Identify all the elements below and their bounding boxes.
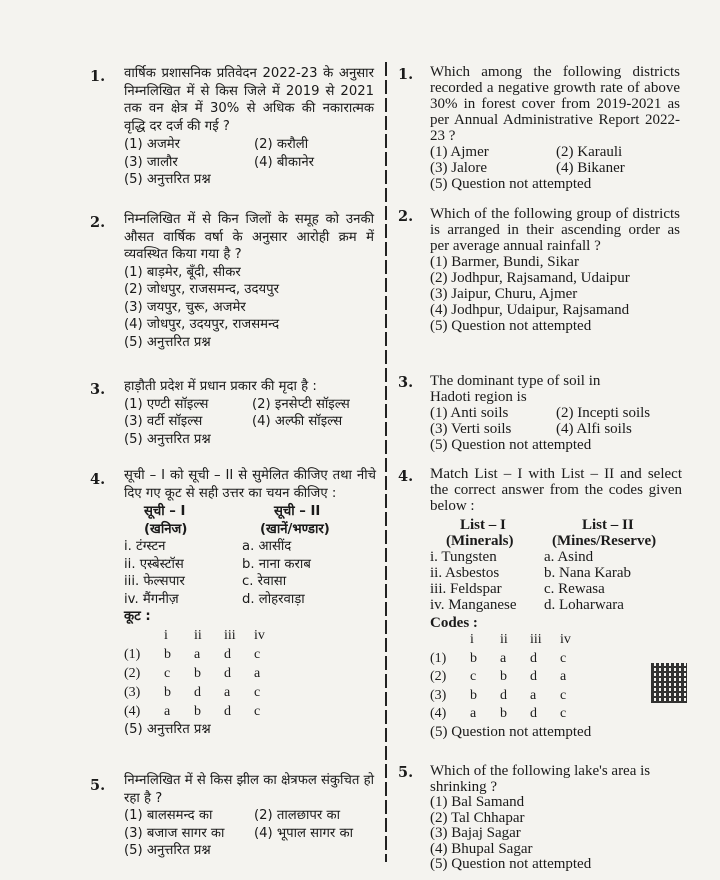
- list1-title-hi: सूची – I: [144, 504, 186, 519]
- question-stem-hi: हाड़ौती प्रदेश में प्रधान प्रकार की मृदा है :: [124, 379, 317, 394]
- question-number-en: 2.: [398, 208, 414, 225]
- option-3-hi[interactable]: (3) जालौर: [124, 154, 178, 170]
- question-stem-en: The dominant type of soil in Hadoti region is: [430, 373, 601, 405]
- list2-item-hi: b. नाना कराब: [242, 556, 311, 572]
- option-1-hi[interactable]: (1): [124, 646, 141, 662]
- list1-item-hi: iv. मैंगनीज़: [124, 591, 179, 607]
- code-cell: d: [500, 687, 507, 703]
- codes-header: iv: [254, 627, 265, 643]
- codes-header: ii: [500, 632, 508, 647]
- option-2-en[interactable]: (2) Tal Chhapar: [430, 809, 525, 826]
- code-cell: c: [254, 646, 261, 662]
- option-2-en[interactable]: (2): [430, 669, 447, 684]
- list2-item-hi: c. रेवासा: [242, 574, 287, 589]
- code-cell: d: [224, 646, 231, 662]
- option-1-hi[interactable]: (1) एण्टी सॉइल्स: [124, 396, 209, 412]
- codes-table-hi: [124, 626, 376, 721]
- list2-item-en: a. Asind: [544, 549, 594, 565]
- question-stem-hi: निम्नलिखित में से किन जिलों के समूह को उनकी औसत वार्षिक वर्षा के अनुसार आरोही क्रम में व्यवस्थित किया गया है ?: [124, 212, 374, 262]
- option-4-hi[interactable]: (4) अल्फी सॉइल्स: [252, 414, 343, 429]
- code-cell: b: [194, 703, 201, 719]
- option-5-en[interactable]: (5) Question not attempted: [430, 856, 592, 872]
- option-4-en[interactable]: (4) Bikaner: [556, 160, 625, 176]
- column-divider: [385, 62, 387, 862]
- list1-subtitle-hi: (खनिज): [144, 521, 188, 537]
- code-cell: d: [530, 669, 537, 684]
- option-3-hi[interactable]: (3): [124, 684, 141, 700]
- codes-header: i: [164, 627, 168, 643]
- list2-title-hi: सूची – II: [274, 504, 321, 519]
- question-en: [430, 764, 686, 873]
- code-cell: a: [530, 687, 537, 703]
- question-stem-hi: निम्नलिखित में से किस झील का क्षेत्रफल संकुचित हो रहा है ?: [124, 773, 374, 806]
- question-stem-hi: सूची – I को सूची – II से सुमेलित कीजिए तथा नीचे दिए गए कूट से सही उत्तर का चयन कीजिए :: [124, 468, 376, 501]
- list1-subtitle-en: (Minerals): [446, 533, 514, 549]
- option-5-hi[interactable]: (5) अनुत्तरित प्रश्न: [124, 431, 211, 447]
- question-number-en: 3.: [398, 374, 414, 391]
- option-1-hi[interactable]: (1) बालसमन्द का: [124, 808, 213, 823]
- code-cell: c: [470, 669, 477, 684]
- code-cell: b: [500, 669, 507, 684]
- list2-item-en: b. Nana Karab: [544, 565, 632, 581]
- codes-table-en: [430, 631, 682, 724]
- option-1-en[interactable]: (1) Ajmer: [430, 144, 489, 160]
- code-cell: c: [560, 706, 567, 721]
- question-en: [430, 64, 680, 192]
- code-cell: d: [224, 665, 231, 681]
- option-5-hi[interactable]: (5) अनुत्तरित प्रश्न: [124, 721, 211, 737]
- question-number-en: 5.: [398, 764, 414, 781]
- code-cell: a: [470, 706, 477, 721]
- code-cell: a: [164, 703, 171, 719]
- option-2-en[interactable]: (2) Karauli: [556, 144, 623, 160]
- question-hi: [124, 467, 376, 738]
- option-4-en[interactable]: (4): [430, 706, 447, 721]
- code-cell: a: [500, 650, 507, 666]
- code-cell: b: [500, 706, 507, 721]
- list1-item-hi: iii. फेल्सपार: [124, 574, 185, 589]
- question-stem-en: Which among the following districts recorded a negative growth rate of above 30% in forest cover from 2019-2021 as per Annual Administrative Report 2022-23 ?: [430, 64, 680, 144]
- question-hi: [124, 65, 374, 189]
- option-4-en[interactable]: (4) Bhupal Sagar: [430, 840, 533, 857]
- option-2-hi[interactable]: (2) करौली: [254, 137, 309, 152]
- code-cell: c: [560, 687, 567, 703]
- question-hi: [124, 378, 374, 448]
- list1-item-en: ii. Asbestos: [430, 565, 500, 581]
- option-2-en[interactable]: (2) Jodhpur, Rajsamand, Udaipur: [430, 270, 630, 286]
- code-cell: a: [194, 646, 201, 662]
- code-cell: b: [164, 646, 171, 662]
- list1-item-hi: ii. एस्बेस्टॉस: [124, 556, 184, 572]
- option-3-hi[interactable]: (3) जयपुर, चुरू, अजमेर: [124, 299, 246, 315]
- option-3-hi[interactable]: (3) बजाज सागर का: [124, 825, 225, 841]
- code-cell: d: [194, 684, 201, 700]
- code-cell: d: [530, 650, 537, 666]
- question-number-en: 1.: [398, 66, 414, 83]
- option-5-en[interactable]: (5) Question not attempted: [430, 176, 592, 192]
- question-en: [430, 466, 682, 740]
- question-hi: [124, 772, 374, 860]
- list2-subtitle-hi: (खानें/भण्डार): [260, 521, 330, 537]
- code-cell: a: [560, 669, 567, 684]
- code-cell: c: [560, 650, 567, 666]
- question-number-hi: 2.: [90, 214, 106, 231]
- option-3-en[interactable]: (3): [430, 687, 447, 703]
- option-2-hi[interactable]: (2) तालछापर का: [254, 808, 341, 823]
- code-cell: c: [164, 665, 171, 681]
- option-5-en[interactable]: (5) Question not attempted: [430, 318, 592, 334]
- list2-item-hi: a. आसींद: [242, 539, 292, 554]
- option-2-hi[interactable]: (2): [124, 665, 141, 681]
- codes-header: iii: [530, 632, 542, 647]
- list2-item-en: d. Loharwara: [544, 597, 624, 613]
- list1-item-en: iv. Manganese: [430, 597, 517, 613]
- option-1-hi[interactable]: (1) बाड़मेर, बूँदी, सीकर: [124, 264, 241, 280]
- barcode-image: [651, 663, 687, 703]
- code-cell: b: [470, 687, 477, 703]
- list2-item-en: c. Rewasa: [544, 581, 605, 597]
- question-number-hi: 3.: [90, 381, 106, 398]
- option-3-en[interactable]: (3) Bajaj Sagar: [430, 825, 521, 841]
- option-1-en[interactable]: (1): [430, 650, 447, 666]
- question-stem-en: Which of the following lake's area is shrinking ?: [430, 763, 651, 795]
- option-1-en[interactable]: (1) Barmer, Bundi, Sikar: [430, 254, 579, 270]
- option-1-en[interactable]: (1) Bal Samand: [430, 794, 525, 810]
- option-1-hi[interactable]: (1) अजमेर: [124, 137, 181, 152]
- option-5-hi[interactable]: (5) अनुत्तरित प्रश्न: [124, 172, 211, 187]
- question-number-hi: 4.: [90, 471, 106, 488]
- question-hi: [124, 211, 374, 351]
- question-number-hi: 1.: [90, 68, 106, 85]
- option-4-hi[interactable]: (4) जोधपुर, उदयपुर, राजसमन्द: [124, 317, 280, 332]
- codes-header: ii: [194, 627, 202, 643]
- list2-subtitle-en: (Mines/Reserve): [552, 533, 657, 549]
- list2-item-hi: d. लोहरवाड़ा: [242, 591, 305, 607]
- question-number-hi: 5.: [90, 777, 106, 794]
- list1-item-en: i. Tungsten: [430, 549, 497, 565]
- question-en: [430, 206, 680, 334]
- list2-title-en: List – II: [582, 517, 634, 533]
- option-4-en[interactable]: (4) Jodhpur, Udaipur, Rajsamand: [430, 302, 630, 318]
- codes-label-hi: कूट :: [124, 609, 151, 624]
- list1-title-en: List – I: [460, 517, 506, 533]
- question-stem-hi: वार्षिक प्रशासनिक प्रतिवेदन 2022-23 के अनुसार निम्नलिखित में से किस जिले में 2019 से 2021 तक वन क्षेत्र में 30% से अधिक की नकारात्मक वृद्धि दर दर्ज की गई ?: [124, 66, 374, 134]
- question-number-en: 4.: [398, 468, 414, 485]
- option-3-hi[interactable]: (3) वर्टी सॉइल्स: [124, 414, 203, 429]
- code-cell: d: [530, 706, 537, 721]
- code-cell: b: [470, 650, 477, 666]
- option-5-en[interactable]: (5) Question not attempted: [430, 437, 592, 453]
- list1-item-en: iii. Feldspar: [430, 581, 502, 597]
- codes-header: i: [470, 632, 474, 647]
- option-5-en[interactable]: (5) Question not attempted: [430, 723, 592, 740]
- question-stem-en: Match List – I with List – II and select the correct answer from the codes given below :: [430, 466, 682, 514]
- option-4-hi[interactable]: (4): [124, 703, 141, 719]
- option-1-en[interactable]: (1) Anti soils: [430, 405, 509, 421]
- option-2-hi[interactable]: (2) इनसेप्टी सॉइल्स: [252, 396, 350, 412]
- option-4-en[interactable]: (4) Alfi soils: [556, 421, 632, 437]
- codes-header: iii: [224, 627, 236, 643]
- option-5-hi[interactable]: (5) अनुत्तरित प्रश्न: [124, 334, 211, 350]
- codes-label-en: Codes :: [430, 615, 478, 631]
- option-5-hi[interactable]: (5) अनुत्तरित प्रश्न: [124, 843, 211, 858]
- code-cell: b: [194, 665, 201, 681]
- question-en: [430, 373, 690, 453]
- code-cell: d: [224, 703, 231, 719]
- option-3-en[interactable]: (3) Verti soils: [430, 421, 512, 437]
- question-stem-en: Which of the following group of districts is arranged in their ascending order as per average annual rainfall ?: [430, 206, 680, 254]
- code-cell: c: [254, 684, 261, 700]
- code-cell: c: [254, 703, 261, 719]
- option-4-hi[interactable]: (4) भूपाल सागर का: [254, 825, 354, 841]
- option-3-en[interactable]: (3) Jalore: [430, 160, 488, 176]
- code-cell: b: [164, 684, 171, 700]
- codes-header: iv: [560, 632, 571, 647]
- option-3-en[interactable]: (3) Jaipur, Churu, Ajmer: [430, 286, 578, 302]
- code-cell: a: [254, 665, 261, 681]
- code-cell: a: [224, 684, 231, 700]
- option-4-hi[interactable]: (4) बीकानेर: [254, 154, 315, 170]
- option-2-en[interactable]: (2) Incepti soils: [556, 405, 651, 421]
- list1-item-hi: i. टंग्स्टन: [124, 539, 166, 554]
- option-2-hi[interactable]: (2) जोधपुर, राजसमन्द, उदयपुर: [124, 282, 280, 297]
